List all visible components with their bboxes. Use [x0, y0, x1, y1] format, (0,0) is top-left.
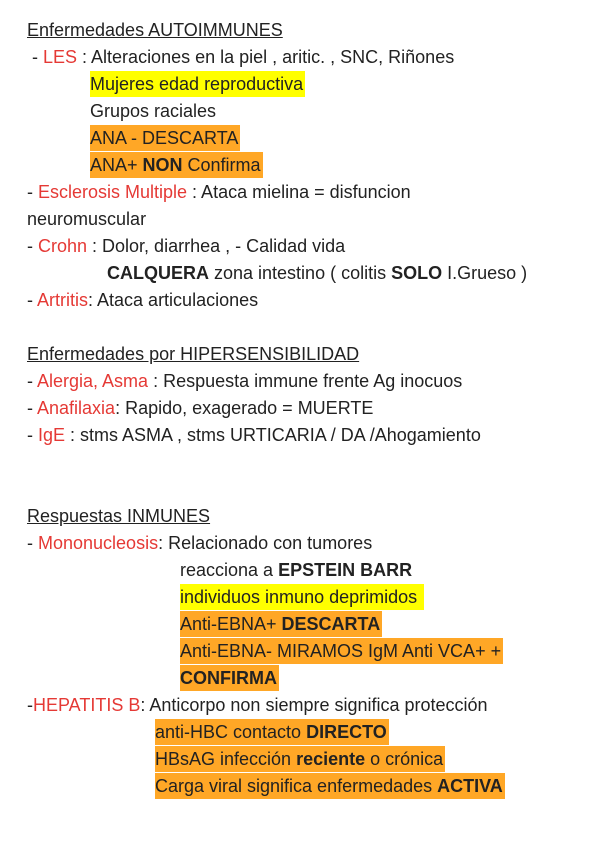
bullet: -: [27, 695, 33, 715]
crohn-zona: zona intestino ( colitis: [209, 263, 392, 283]
bullet: -: [27, 533, 38, 553]
mono-ebna-negative: Anti-EBNA- MIRAMOS IgM Anti VCA+ +: [180, 638, 503, 664]
mono-ebna-plus: Anti-EBNA+: [180, 614, 282, 634]
hep-sub-line: [155, 773, 505, 799]
mono-sub-line: [180, 638, 503, 664]
anafilaxia-line: [27, 395, 373, 421]
hep-anti-hbc: [155, 719, 389, 745]
ige-description: : stms ASMA , stms URTICARIA / DA /Ahogamiento: [65, 425, 481, 445]
anafilaxia-term: Anafilaxia: [37, 398, 116, 418]
crohn-term: Crohn: [38, 236, 88, 256]
les-note-racial: Grupos raciales: [90, 101, 217, 121]
mono-epstein-barr: EPSTEIN BARR: [278, 560, 413, 580]
hep-carga-viral: [155, 773, 505, 799]
les-note-ana-positive: [90, 152, 263, 178]
hep-contacto: anti-HBC contacto: [155, 722, 307, 742]
hep-line: [27, 692, 488, 718]
mono-confirma: CONFIRMA: [180, 665, 279, 691]
mono-ebna-positive: [180, 611, 382, 637]
artritis-description: : Ataca articulaciones: [88, 290, 259, 310]
em-description: : Ataca mielina = disfuncion: [187, 182, 411, 202]
hep-infeccion: HBsAG infección: [155, 749, 297, 769]
mono-sub-line: [180, 584, 424, 610]
hep-cronica: o crónica: [365, 749, 444, 769]
hypersensitivity-heading: Enfermedades por HIPERSENSIBILIDAD: [27, 344, 360, 364]
les-sub-line: [90, 152, 263, 178]
les-non: NON: [142, 155, 183, 175]
immune-responses-heading: Respuestas INMUNES: [27, 506, 211, 526]
anafilaxia-description: : Rapido, exagerado = MUERTE: [115, 398, 374, 418]
em-line: [27, 179, 411, 205]
autoimmune-heading: Enfermedades AUTOIMMUNES: [27, 20, 283, 40]
hep-sub-line: [155, 719, 389, 745]
alergia-term: Alergia, Asma: [37, 371, 149, 391]
les-sub-line: [90, 125, 240, 151]
alergia-description: : Respuesta immune frente Ag inocuos: [148, 371, 463, 391]
hep-hbsag: [155, 746, 445, 772]
bullet: -: [27, 236, 38, 256]
ige-term: IgE: [38, 425, 66, 445]
les-note-reproductive: Mujeres edad reproductiva: [90, 71, 305, 97]
hep-reciente: reciente: [296, 749, 366, 769]
crohn-description: : Dolor, diarrhea , - Calidad vida: [87, 236, 346, 256]
bullet: -: [27, 425, 38, 445]
mono-term: Mononucleosis: [38, 533, 159, 553]
bullet: -: [27, 182, 38, 202]
les-ana-plus: ANA+: [90, 155, 143, 175]
ige-line: [27, 422, 481, 448]
mono-sub-line: [180, 557, 412, 583]
hep-description: : Anticorpo non siempre significa protección: [140, 695, 488, 715]
bullet: -: [27, 290, 38, 310]
em-term: Esclerosis Multiple: [38, 182, 188, 202]
hep-carga: Carga viral significa enfermedades: [155, 776, 438, 796]
crohn-calquera: CALQUERA: [107, 263, 209, 283]
artritis-line: [27, 287, 258, 313]
hep-directo: DIRECTO: [306, 722, 387, 742]
mono-descarta: DESCARTA: [281, 614, 381, 634]
bullet: -: [27, 398, 38, 418]
les-sub-line: [90, 71, 305, 97]
crohn-solo: SOLO: [391, 263, 443, 283]
mono-sub-line: [180, 665, 279, 691]
les-note-ana-negative: ANA - DESCARTA: [90, 125, 240, 151]
bullet: -: [27, 47, 43, 67]
artritis-term: Artritis: [37, 290, 89, 310]
mono-line: [27, 530, 372, 556]
les-sub-line: [90, 98, 216, 124]
mono-reacciona: reacciona a: [180, 560, 279, 580]
mono-sub-line: [180, 611, 382, 637]
hep-term: HEPATITIS B: [33, 695, 141, 715]
em-continuation: neuromuscular: [27, 209, 147, 229]
crohn-line: [27, 233, 345, 259]
crohn-grueso: I.Grueso ): [442, 263, 528, 283]
mono-description: : Relacionado con tumores: [158, 533, 373, 553]
les-line: [27, 44, 454, 70]
hep-sub-line: [155, 746, 445, 772]
bullet: -: [27, 371, 38, 391]
mono-inmunodeprimidos: individuos inmuno deprimidos: [180, 584, 424, 610]
alergia-line: [27, 368, 462, 394]
les-confirma: Confirma: [182, 155, 261, 175]
hep-activa: ACTIVA: [437, 776, 503, 796]
les-description: : Alteraciones en la piel , aritic. , SNC, Riñones: [77, 47, 455, 67]
crohn-sub-line: [107, 260, 527, 286]
les-term: LES: [43, 47, 78, 67]
